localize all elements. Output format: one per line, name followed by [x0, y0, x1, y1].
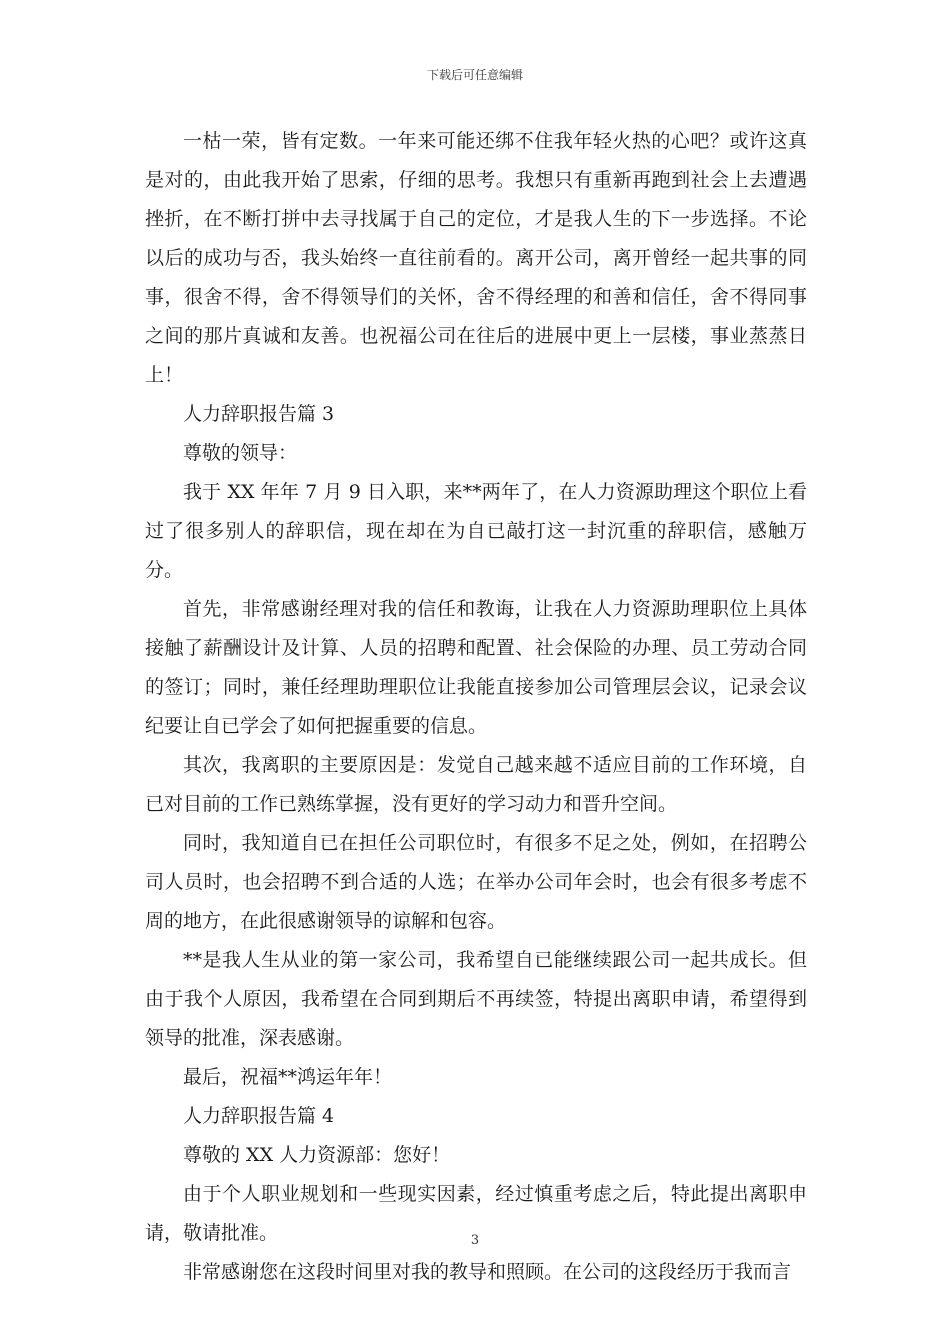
paragraph-thanks: 首先，非常感谢经理对我的信任和教诲，让我在人力资源助理职位上具体接触了薪酬设计及计算、人员的招聘和配置、社会保险的办理、员工劳动合同的签订；同时，兼任经理助理职位让我能直接参加公司管理层会议，记录会议纪要让自已学会了如何把握重要的信息。	[145, 598, 807, 737]
paragraph-intro: 我于 XX 年年 7 月 9 日入职，来**两年了，在人力资源助理这个职位上看过了很多别人的辞职信，现在却在为自已敲打这一封沉重的辞职信，感触万分。	[145, 481, 807, 581]
document-body	[145, 122, 807, 1292]
paragraph-blessing: 最后，祝福**鸿运年年！	[183, 1066, 393, 1088]
section-heading-4: 人力辞职报告篇 4	[183, 1105, 335, 1127]
paragraph-request: **是我人生从业的第一家公司，我希望自已能继续跟公司一起共成长。但由于我个人原因，我希望在合同到期后不再续签，特提出离职申请，希望得到领导的批准，深表感谢。	[145, 949, 807, 1049]
page-number: 3	[470, 1233, 480, 1248]
paragraph-shortcomings: 同时，我知道自已在担任公司职位时，有很多不足之处，例如，在招聘公司人员时，也会招聘不到合适的人选；在举办公司年会时，也会有很多考虑不周的地方，在此很感谢领导的谅解和包容。	[145, 832, 807, 932]
paragraph-resignation: 由于个人职业规划和一些现实因素，经过慎重考虑之后，特此提出离职申请，敬请批准。	[145, 1183, 807, 1244]
salutation: 尊敬的领导：	[183, 442, 298, 464]
section-heading-3: 人力辞职报告篇 3	[183, 403, 335, 425]
paragraph-reason: 其次，我离职的主要原因是：发觉自己越来越不适应目前的工作环境，自已对目前的工作已熟练掌握，没有更好的学习动力和晋升空间。	[145, 754, 807, 815]
paragraph-gratitude: 非常感谢您在这段时间里对我的教导和照顾。在公司的这段经历于我而言	[183, 1261, 792, 1283]
page-header: 下载后可任意编辑	[426, 68, 523, 82]
salutation-hr: 尊敬的 XX 人力资源部：您好！	[183, 1144, 451, 1166]
paragraph-closing-previous: 一枯一荣，皆有定数。一年来可能还绑不住我年轻火热的心吧？或许这真是对的，由此我开始了思索，仔细的思考。我想只有重新再跑到社会上去遭遇挫折，在不断打拼中去寻找属于自己的定位，才是我人生的下一步选择。不论以后的成功与否，我头始终一直往前看的。离开公司，离开曾经一起共事的同事，很舍不得，舍不得领导们的关怀，舍不得经理的和善和信任，舍不得同事之间的那片真诚和友善。也祝福公司在往后的进展中更上一层楼，事业蒸蒸日上！	[145, 130, 807, 386]
